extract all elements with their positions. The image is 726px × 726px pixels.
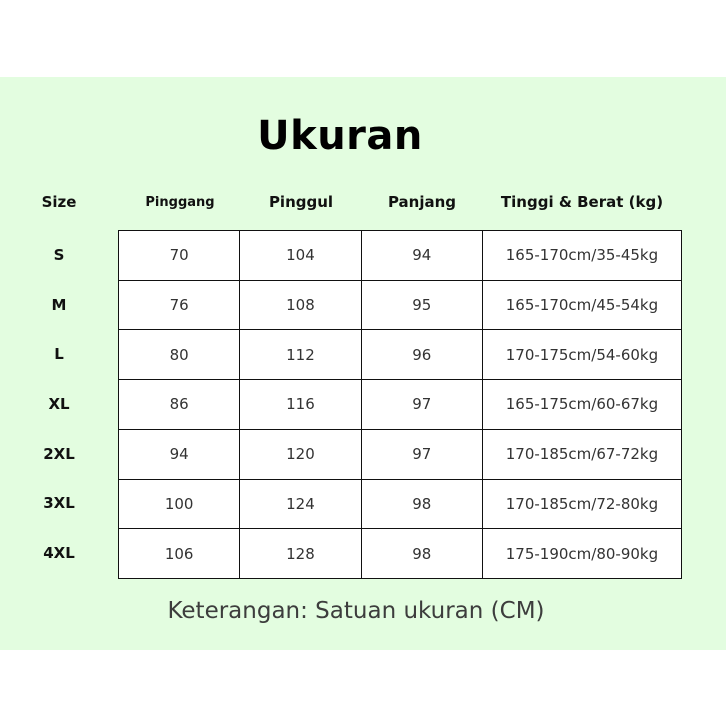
header-pinggang: Pinggang [145,195,215,210]
cell-panjang: 95 [361,280,482,330]
cell-pinggul: 128 [240,529,361,579]
cell-panjang: 97 [361,429,482,479]
table-row [119,280,682,330]
cell-tinggi-berat: 165-170cm/35-45kg [482,231,681,281]
cell-pinggang: 86 [119,380,240,430]
cell-panjang: 96 [361,330,482,380]
cell-pinggang: 106 [119,529,240,579]
cell-pinggang: 94 [119,429,240,479]
cell-tinggi-berat: 170-185cm/67-72kg [482,429,681,479]
cell-panjang: 97 [361,380,482,430]
size-table [118,230,682,579]
size-label: L [54,345,64,364]
cell-panjang: 98 [361,479,482,529]
cell-pinggang: 80 [119,330,240,380]
table-row [119,330,682,380]
size-labels-column [28,231,90,579]
header-pinggul: Pinggul [268,193,334,211]
header-tinggi-berat: Tinggi & Berat (kg) [500,193,664,211]
size-label: XL [48,395,70,414]
header-panjang: Panjang [387,193,457,211]
cell-tinggi-berat: 175-190cm/80-90kg [482,529,681,579]
unit-note: Keterangan: Satuan ukuran (CM) [167,598,545,624]
size-label: S [53,246,65,264]
cell-pinggul: 108 [240,280,361,330]
cell-pinggul: 112 [240,330,361,380]
cell-pinggul: 104 [240,231,361,281]
header-size: Size [41,193,77,211]
cell-pinggul: 116 [240,380,361,430]
cell-tinggi-berat: 165-170cm/45-54kg [482,280,681,330]
table-row [119,529,682,579]
size-label: 3XL [43,494,75,513]
table-row [119,380,682,430]
chart-title: Ukuran [257,113,423,159]
cell-tinggi-berat: 165-175cm/60-67kg [482,380,681,430]
size-label: M [51,295,67,314]
table-row [119,429,682,479]
table-row [119,231,682,281]
cell-pinggang: 70 [119,231,240,281]
size-label: 4XL [43,544,75,563]
cell-pinggul: 120 [240,429,361,479]
table-row [119,479,682,529]
size-label: 2XL [43,444,75,463]
cell-tinggi-berat: 170-185cm/72-80kg [482,479,681,529]
cell-pinggang: 100 [119,479,240,529]
cell-pinggul: 124 [240,479,361,529]
cell-panjang: 98 [361,529,482,579]
cell-panjang: 94 [361,231,482,281]
cell-tinggi-berat: 170-175cm/54-60kg [482,330,681,380]
cell-pinggang: 76 [119,280,240,330]
